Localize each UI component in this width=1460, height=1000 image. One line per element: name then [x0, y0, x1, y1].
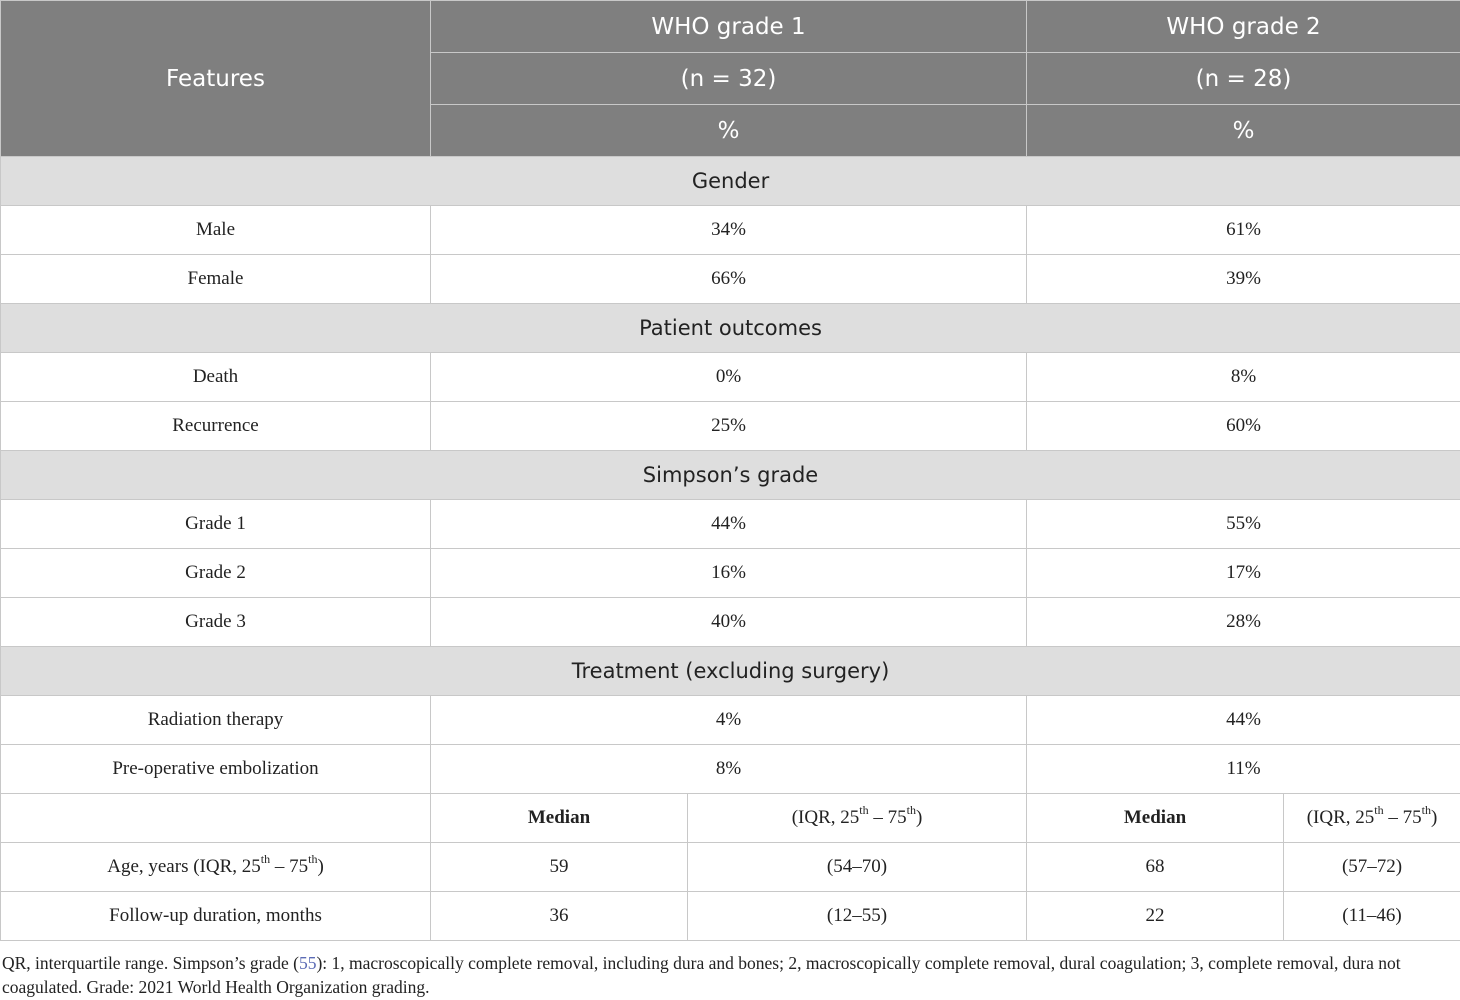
superscript: th	[260, 851, 271, 866]
grade-2-value: 8%	[1027, 353, 1460, 402]
table-row	[1, 892, 1460, 941]
grade-1-median-header: Median	[431, 794, 688, 843]
table-row	[1, 549, 1460, 598]
grade-1-iqr: (12–55)	[688, 892, 1027, 941]
superscript: th	[859, 802, 869, 817]
section-row	[1, 647, 1460, 696]
row-label: Radiation therapy	[1, 696, 431, 745]
age-label-prefix: Age, years (IQR, 25	[107, 856, 261, 877]
table-row	[1, 206, 1460, 255]
row-label: Recurrence	[1, 402, 431, 451]
section-row	[1, 451, 1460, 500]
row-label-age	[1, 843, 431, 892]
row-label: Follow-up duration, months	[1, 892, 431, 941]
grade-2-value: 61%	[1027, 206, 1460, 255]
section-patient-outcomes: Patient outcomes	[1, 304, 1460, 353]
table-row	[1, 500, 1460, 549]
grade-2-iqr: (57–72)	[1284, 843, 1460, 892]
section-row	[1, 157, 1460, 206]
grade-2-iqr-header	[1284, 794, 1460, 843]
age-label-suffix: )	[317, 856, 324, 877]
grade-1-value: 16%	[431, 549, 1027, 598]
reference-link[interactable]: 55	[298, 953, 317, 973]
row-label: Grade 1	[1, 500, 431, 549]
table-row	[1, 255, 1460, 304]
who-grade-1-n: (n = 32)	[431, 53, 1027, 105]
grade-1-value: 8%	[431, 745, 1027, 794]
superscript: th	[308, 851, 318, 866]
section-gender: Gender	[1, 157, 1460, 206]
iqr-mid: – 75	[868, 807, 907, 828]
who-grade-1-header: WHO grade 1	[431, 1, 1027, 53]
grade-1-iqr-header	[688, 794, 1027, 843]
grade-1-median: 36	[431, 892, 688, 941]
row-label: Pre-operative embolization	[1, 745, 431, 794]
grade-1-value: 66%	[431, 255, 1027, 304]
superscript: th	[906, 802, 916, 817]
iqr-prefix: (IQR, 25	[1306, 807, 1375, 828]
grade-1-value: 34%	[431, 206, 1027, 255]
section-row	[1, 304, 1460, 353]
grade-2-median-header: Median	[1027, 794, 1284, 843]
header-row-1	[1, 1, 1460, 53]
grade-1-value: 25%	[431, 402, 1027, 451]
iqr-mid: – 75	[1383, 807, 1422, 828]
table-row	[1, 598, 1460, 647]
row-label: Female	[1, 255, 431, 304]
who-grade-2-unit: %	[1027, 105, 1460, 157]
grade-1-median: 59	[431, 843, 688, 892]
grade-2-value: 28%	[1027, 598, 1460, 647]
grade-1-iqr: (54–70)	[688, 843, 1027, 892]
superscript: th	[1421, 802, 1431, 817]
superscript: th	[1374, 802, 1384, 817]
row-label: Grade 2	[1, 549, 431, 598]
grade-2-value: 11%	[1027, 745, 1460, 794]
section-simpsons-grade: Simpson’s grade	[1, 451, 1460, 500]
grade-2-iqr: (11–46)	[1284, 892, 1460, 941]
who-grade-1-unit: %	[431, 105, 1027, 157]
iqr-suffix: )	[915, 807, 923, 828]
age-label-mid: – 75	[270, 856, 309, 877]
table-row	[1, 696, 1460, 745]
row-label: Grade 3	[1, 598, 431, 647]
grade-2-value: 39%	[1027, 255, 1460, 304]
section-treatment: Treatment (excluding surgery)	[1, 647, 1460, 696]
table-row	[1, 402, 1460, 451]
iqr-prefix: (IQR, 25	[791, 807, 860, 828]
empty-cell	[1, 794, 431, 843]
table-row	[1, 745, 1460, 794]
grade-2-value: 60%	[1027, 402, 1460, 451]
median-iqr-subheader-row	[1, 794, 1460, 843]
grade-2-median: 22	[1027, 892, 1284, 941]
grade-2-value: 44%	[1027, 696, 1460, 745]
who-grade-2-header: WHO grade 2	[1027, 1, 1460, 53]
features-header: Features	[1, 1, 431, 157]
grade-1-value: 44%	[431, 500, 1027, 549]
table-row	[1, 843, 1460, 892]
grade-2-value: 55%	[1027, 500, 1460, 549]
row-label: Male	[1, 206, 431, 255]
grade-1-value: 40%	[431, 598, 1027, 647]
grade-2-median: 68	[1027, 843, 1284, 892]
footnote-text: QR, interquartile range. Simpson’s grade (	[2, 953, 299, 973]
who-grade-2-n: (n = 28)	[1027, 53, 1460, 105]
footnote-text: ): 1, macroscopically complete removal, including dura and bones; 2, macroscopically complete removal, dural coagulation; 3, complete removal, dura not coagulated. Grade: 2021 World Health Organization grading.	[2, 953, 1401, 997]
grade-2-value: 17%	[1027, 549, 1460, 598]
grade-1-value: 4%	[431, 696, 1027, 745]
table-footnote	[2, 951, 1458, 999]
row-label: Death	[1, 353, 431, 402]
grade-1-value: 0%	[431, 353, 1027, 402]
table-row	[1, 353, 1460, 402]
iqr-suffix: )	[1430, 807, 1438, 828]
